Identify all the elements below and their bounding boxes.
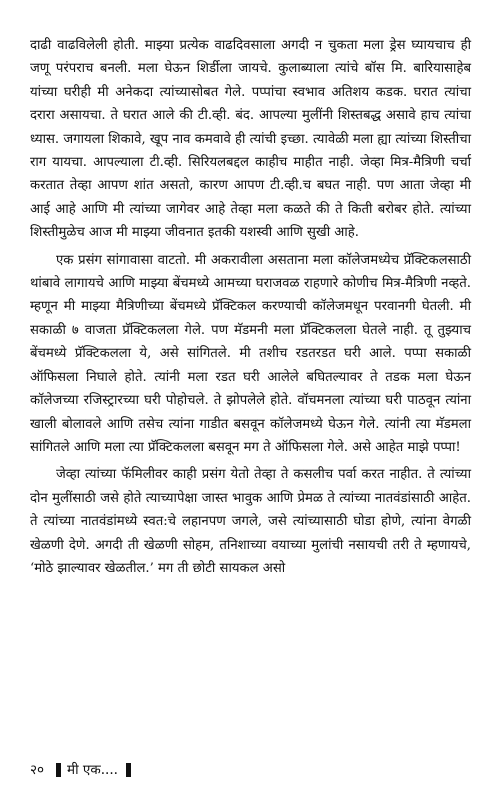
footer-bar-end bbox=[126, 763, 131, 777]
paragraph-3: जेव्हा त्यांच्या फॅमिलीवर काही प्रसंग येतो तेव्हा ते कसलीच पर्वा करत नाहीत. ते त्यांच्या दोन मुलींसाठी जसे होते त्याच्यापेक्षा जास्त भावुक आणि प्रेमळ ते त्यांच्या नातवंडांसाठी आहेत. ते त्यांच्या नातवंडांमध्ये स्वत:चे लहानपण जगले, जसे त्यांच्यासाठी घोडा होणे, त्यांना वेगळी खेळणी देणे. अगदी ती खेळणी सोहम, तनिशाच्या वयाच्या मुलांची नसायची तरी ते म्हणायचे, ‘मोठे झाल्यावर खेळतील.’ मग ती छोटी सायकल असो bbox=[30, 467, 471, 576]
footer-bar-divider bbox=[56, 763, 61, 777]
page-footer bbox=[30, 760, 137, 780]
paragraph-2: एक प्रसंग सांगावासा वाटतो. मी अकरावीला असताना मला कॉलेजमध्येच प्रॅक्टिकलसाठी थांबावे लागायचे आणि माझ्या बेंचमध्ये आमच्या घराजवळ राहणारे कोणीच मित्र-मैत्रिणी नव्हते. म्हणून मी माझ्या मैत्रिणीच्या बेंचमध्ये प्रॅक्टिकल करण्याची कॉलेजमधून परवानगी घेतली. मी सकाळी ७ वाजता प्रॅक्टिकलला गेले. पण मॅडमनी मला प्रॅक्टिकलला घेतले नाही. तू तुझ्याच बेंचमध्ये प्रॅक्टिकलला ये, असे सांगितले. मी तशीच रडतरडत घरी आले. पप्पा सकाळी ऑफिसला निघाले होते. त्यांनी मला रडत घरी आलेले बघितल्यावर ते तडक मला घेऊन कॉलेजच्या रजिस्ट्रारच्या घरी पोहोचले. ते झोपलेले होते. वॉचमनला त्यांच्या घरी पाठवून त्यांना खाली बोलावले आणि तसेच त्यांना गाडीत बसवून कॉलेजमध्ये घेऊन गेले. त्यांनी त्या मॅडमला सांगितले आणि मला त्या प्रॅक्टिकलला बसवून मग ते ऑफिसला गेले. असे आहेत माझे पप्पा! bbox=[30, 252, 471, 455]
book-title: मी एक.... bbox=[67, 762, 118, 778]
paragraph-1: दाढी वाढविलेली होती. माझ्या प्रत्येक वाढदिवसाला अगदी न चुकता मला ड्रेस घ्यायचाच ही जणू परंपराच बनली. मला घेऊन शिर्डीला जायचे. कुलाब्याला त्यांचे बॉस मि. बारियासाहेब यांच्या घरीही मी अनेकदा त्यांच्यासोबत गेले. पप्पांचा स्वभाव अतिशय कडक. घरात त्यांचा दरारा असायचा. ते घरात आले की टी.व्ही. बंद. आपल्या मुलींनी शिस्तबद्ध असावे हाच त्यांचा ध्यास. जगायला शिकावे, खूप नाव कमवावे ही त्यांची इच्छा. त्यावेळी मला ह्या त्यांच्या शिस्तीचा राग यायचा. आपल्याला टी.व्ही. सिरियलबद्दल काहीच माहीत नाही. जेव्हा मित्र-मैत्रिणी चर्चा करतात तेव्हा आपण शांत असतो, कारण आपण टी.व्ही.च बघत नाही. पण आता जेव्हा मी आई आहे आणि मी त्यांच्या जागेवर आहे तेव्हा मला कळते की ते किती बरोबर होते. त्यांच्या शिस्तीमुळेच आज मी माझ्या जीवनात इतकी यशस्वी आणि सुखी आहे. bbox=[30, 38, 471, 241]
page-number: २० bbox=[30, 762, 45, 778]
